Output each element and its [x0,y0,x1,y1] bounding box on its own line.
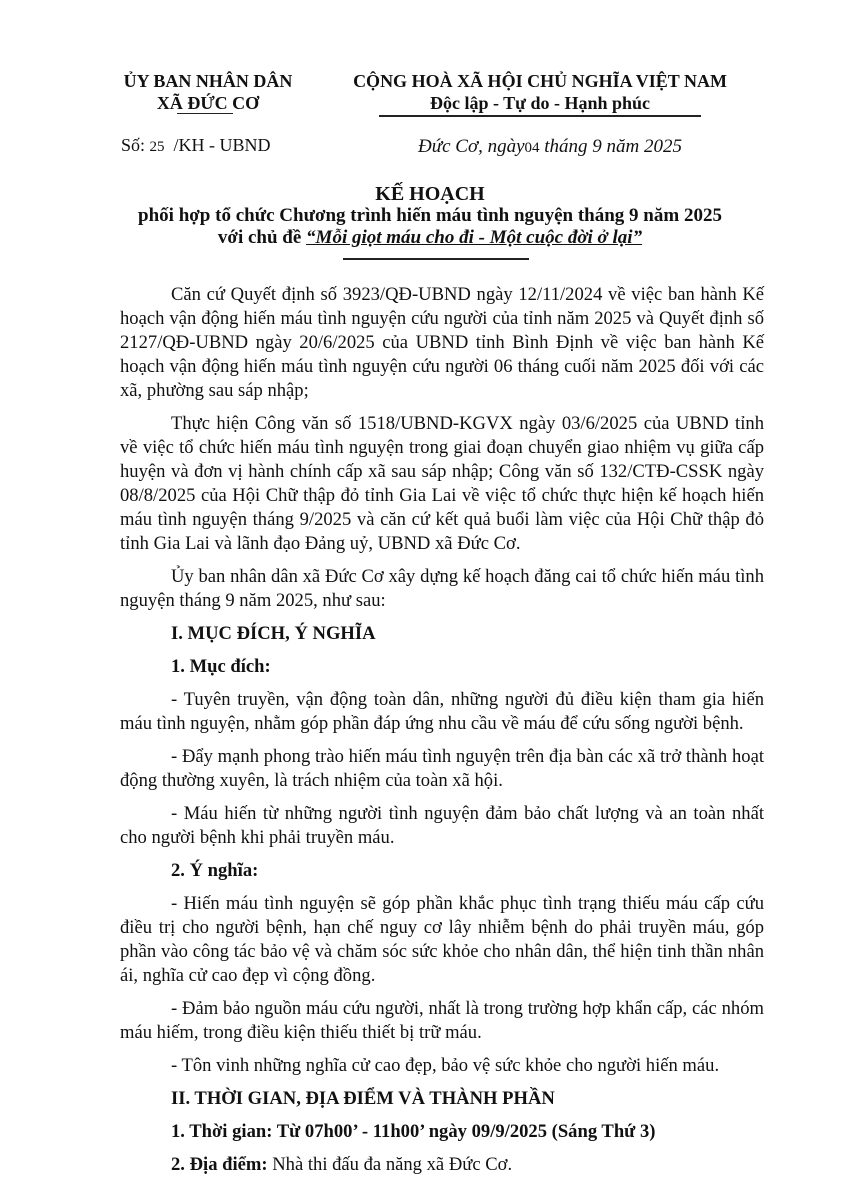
title-theme: “Mỗi giọt máu cho đi - Một cuộc đời ở lại” [306,227,643,248]
date-day: 04 [524,140,540,156]
title-rule [343,258,529,260]
title-line-3 [110,227,750,249]
intro-paragraph: Thực hiện Công văn số 1518/UBND-KGVX ngày 03/6/2025 của UBND tỉnh về việc tổ chức hiến máu tình nguyện trong giai đoạn chuyển giao nhiệm vụ giữa cấp huyện và đơn vị hành chính cấp xã sau sáp nhập; Công văn số 132/CTĐ-CSSK ngày 08/8/2025 của Hội Chữ thập đỏ tỉnh Gia Lai về việc tổ chức thực hiện kế hoạch hiến máu tình nguyện tháng 9/2025 và căn cứ kết quả buổi làm việc của Hội Chữ thập đỏ tỉnh Gia Lai và lãnh đạo Đảng uỷ, UBND xã Đức Cơ. [120,413,764,554]
list-item: - Đẩy mạnh phong trào hiến máu tình nguyện trên địa bàn các xã trở thành hoạt động thường xuyên, là trách nhiệm của toàn xã hội. [120,746,764,791]
section-heading: I. MỤC ĐÍCH, Ý NGHĨA [171,623,376,644]
document-date [418,136,682,158]
date-prefix: Đức Cơ, ngày [418,136,525,157]
title-line-2: phối hợp tổ chức Chương trình hiến máu tình nguyện tháng 9 năm 2025 [138,205,722,226]
nation-line-2: Độc lập - Tự do - Hạnh phúc [429,93,651,113]
doc-number-suffix: /KH - UBND [173,135,271,155]
date-suffix: tháng 9 năm 2025 [539,136,683,157]
doc-number-value: 25 [149,139,165,155]
intro-paragraph: Ủy ban nhân dân xã Đức Cơ xây dựng kế hoạch đăng cai tổ chức hiến máu tình nguyện tháng 9 năm 2025, như sau: [120,566,764,611]
subsection-heading: 2. Ý nghĩa: [171,860,259,881]
org-line-1: ỦY BAN NHÂN DÂN [123,71,293,91]
title-line-1: KẾ HOẠCH [375,183,485,205]
list-item: - Đảm bảo nguồn máu cứu người, nhất là trong trường hợp khẩn cấp, các nhóm máu hiếm, trong điều kiện thiếu thiết bị trữ máu. [120,998,764,1043]
place-label: 2. Địa điểm: [171,1154,268,1175]
section-heading: II. THỜI GIAN, ĐỊA ĐIỂM VÀ THÀNH PHẦN [171,1088,555,1109]
national-motto [300,70,780,114]
document-number [121,135,271,156]
doc-number-prefix: Số: [121,135,146,155]
motto-underline [379,115,701,117]
document-body [120,283,764,1186]
title-theme-prefix: với chủ đề [217,227,307,248]
issuing-organization [108,70,308,114]
list-item: - Tôn vinh những nghĩa cử cao đẹp, bảo vệ sức khỏe cho người hiến máu. [171,1055,720,1076]
list-item: - Máu hiến từ những người tình nguyện đảm bảo chất lượng và an toàn nhất cho người bệnh khi phải truyền máu. [120,803,764,848]
place-line [120,1153,764,1177]
list-item: - Hiến máu tình nguyện sẽ góp phần khắc phục tình trạng thiếu máu cấp cứu điều trị cho người bệnh, hạn chế nguy cơ lây nhiễm bệnh do phải truyền máu, góp phần vào công tác bảo vệ và chăm sóc sức khỏe cho nhân dân, thể hiện tinh thần nhân ái, nghĩa cử cao đẹp vì cộng đồng. [120,893,764,986]
time-line: 1. Thời gian: Từ 07h00’ - 11h00’ ngày 09/9/2025 (Sáng Thứ 3) [171,1121,656,1142]
list-item: - Tuyên truyền, vận động toàn dân, những người đủ điều kiện tham gia hiến máu tình nguyện, nhằm góp phần đáp ứng nhu cầu về máu để cứu sống người bệnh. [120,689,764,734]
intro-paragraph: Căn cứ Quyết định số 3923/QĐ-UBND ngày 12/11/2024 về việc ban hành Kế hoạch vận động hiến máu tình nguyện cứu người của tỉnh năm 2025 và Quyết định số 2127/QĐ-UBND ngày 20/6/2025 của UBND tỉnh Bình Định về việc ban hành Kế hoạch vận động hiến máu tình nguyện cứu người 06 tháng cuối năm 2025 đối với các xã, phường sau sáp nhập; [120,284,764,401]
org-underline [177,113,233,114]
place-value: Nhà thi đấu đa năng xã Đức Cơ. [267,1154,513,1175]
org-line-2: XÃ ĐỨC CƠ [156,93,260,113]
document-title [110,183,750,249]
nation-line-1: CỘNG HOÀ XÃ HỘI CHỦ NGHĨA VIỆT NAM [353,71,727,91]
subsection-heading: 1. Mục đích: [171,656,271,677]
